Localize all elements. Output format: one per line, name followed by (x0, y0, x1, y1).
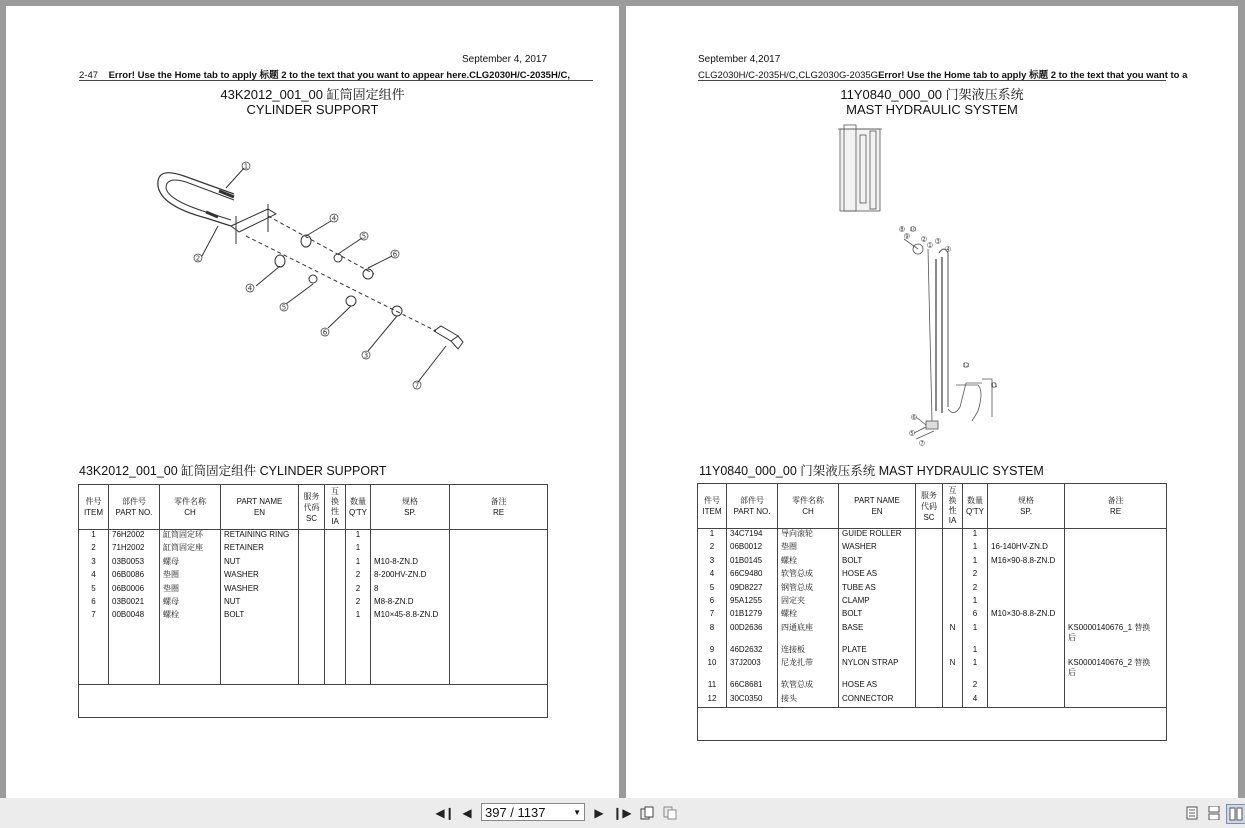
cell-part-no: 30C0350 (727, 694, 778, 707)
error-text: Error! Use the Home tab to apply (878, 70, 1027, 81)
callout-text: 1 (928, 243, 932, 249)
callout-text: 3 (363, 351, 369, 360)
cell-sc (299, 530, 325, 544)
header-item: 件号 ITEM (79, 485, 109, 530)
cell-en: NUT (221, 557, 299, 570)
table-row (698, 694, 1167, 707)
left-document-page (6, 6, 619, 798)
model-text: CLG2030H/C-2035H/C,CLG2030G-2035G (698, 70, 879, 81)
table-row (698, 596, 1167, 609)
cell-sc (299, 557, 325, 570)
cell-re: KS0000140676_1 替换 后 (1065, 623, 1167, 645)
cell-qty: 1 (346, 543, 371, 556)
header-en: PART NAME EN (221, 485, 299, 530)
cell-ch: 接头 (778, 694, 839, 707)
callout (413, 381, 421, 390)
callout-text: 1 (243, 162, 249, 171)
callout (899, 226, 904, 233)
cell-part-no: 06B0086 (109, 570, 160, 583)
cell-en: TUBE AS (839, 583, 916, 596)
table-row (79, 597, 548, 610)
table-row (79, 584, 548, 597)
cell-item: 3 (79, 557, 109, 570)
cell-ch: 垫圈 (778, 542, 839, 555)
cell-ch: 连接板 (778, 645, 839, 658)
callout (910, 226, 916, 233)
cell-sc (916, 658, 943, 680)
cell-ia (943, 542, 963, 555)
table-footer-row (79, 684, 548, 717)
cell-re (1065, 529, 1167, 543)
continuous-page-icon[interactable] (1205, 804, 1223, 822)
cell-ia (943, 645, 963, 658)
parts-table (697, 483, 1167, 741)
cell-qty: 1 (963, 596, 988, 609)
cell-en: RETAINER (221, 543, 299, 556)
cell-part-no: 01B1279 (727, 609, 778, 622)
cell-qty: 4 (963, 694, 988, 707)
cell-qty: 2 (963, 680, 988, 693)
cell-ia (325, 597, 346, 610)
callout (991, 382, 997, 389)
cell-qty: 1 (346, 530, 371, 544)
table-footer-row (698, 707, 1167, 740)
table-header-row (698, 484, 1167, 529)
cell-ch: 导向滚轮 (778, 529, 839, 543)
error-tail: 标题 2 to the text that you want to a (1029, 70, 1188, 81)
cell-qty: 1 (963, 623, 988, 645)
cell-en: WASHER (221, 570, 299, 583)
callout (921, 236, 926, 243)
cell-en: WASHER (221, 584, 299, 597)
table-caption: 43K2012_001_00 缸筒固定组件 CYLINDER SUPPORT (79, 464, 387, 478)
cell-part-no: 06B0006 (109, 584, 160, 597)
cell-item: 11 (698, 680, 727, 693)
cell-ch: 螺母 (160, 557, 221, 570)
section-title-en: CYLINDER SUPPORT (246, 102, 379, 117)
cell-en: GUIDE ROLLER (839, 529, 916, 543)
cell-ch: 软管总成 (778, 569, 839, 582)
cell-qty: 1 (963, 658, 988, 680)
cell-item: 1 (79, 530, 109, 544)
table-row (79, 557, 548, 570)
error-tail: 标题 2 to the text that you want to appear here.CLG2030H/C-2035H/C, (259, 70, 570, 81)
cell-item: 7 (698, 609, 727, 622)
cell-en: WASHER (839, 542, 916, 555)
callout-text: 3 (936, 239, 940, 245)
right-document-page (626, 6, 1238, 798)
cell-qty: 6 (963, 609, 988, 622)
callout (194, 254, 202, 263)
cell-en: PLATE (839, 645, 916, 658)
cell-ia (325, 584, 346, 597)
header-re: 备注 RE (450, 485, 548, 530)
callout (242, 162, 250, 171)
callout (362, 351, 370, 360)
callout (391, 250, 399, 259)
table-row (698, 658, 1167, 680)
table-row (698, 623, 1167, 645)
page-indicator: 397 / 1137 (485, 805, 546, 820)
cell-sc (299, 570, 325, 583)
cell-qty: 1 (346, 610, 371, 623)
cell-qty: 2 (963, 569, 988, 582)
cell-en: BOLT (221, 610, 299, 623)
callout (330, 214, 338, 223)
cell-part-no: 00B0048 (109, 610, 160, 623)
cell-en: BASE (839, 623, 916, 645)
cell-en: HOSE AS (839, 569, 916, 582)
cell-ch: 软管总成 (778, 680, 839, 693)
cell-ia (943, 569, 963, 582)
callout (909, 430, 914, 437)
header-sp: 规格 SP. (988, 484, 1065, 529)
callout-text: 12 (962, 363, 970, 369)
callout (935, 238, 940, 245)
parts-table (78, 484, 548, 718)
cell-sp: M8-8-ZN.D (371, 597, 450, 610)
cell-sc (916, 680, 943, 693)
table-filler-row (79, 624, 548, 685)
callout (945, 246, 950, 253)
callout-text: 5 (910, 431, 914, 437)
cell-item: 6 (698, 596, 727, 609)
cell-ch: 螺栓 (160, 610, 221, 623)
table-row (79, 543, 548, 556)
cell-qty: 2 (346, 584, 371, 597)
cell-item: 8 (698, 623, 727, 645)
callout-text: 2 (922, 237, 926, 243)
callout-text: 5 (361, 232, 367, 241)
cell-item: 1 (698, 529, 727, 543)
dropdown-arrow-icon[interactable]: ▼ (573, 808, 581, 817)
cylinder-support-drawing (6, 146, 619, 446)
callout (904, 233, 909, 240)
callout-text: 2 (195, 254, 201, 263)
cell-ia (325, 557, 346, 570)
table-header-row (79, 485, 548, 530)
table-row (79, 530, 548, 544)
header-rule (698, 80, 1166, 81)
cell-sp: M10×30-8.8-ZN.D (988, 609, 1065, 622)
cell-ch: 垫圈 (160, 584, 221, 597)
cell-ia: N (943, 623, 963, 645)
table-caption: 11Y0840_000_00 门架液压系统 MAST HYDRAULIC SYSTEM (699, 464, 1044, 478)
cell-re: KS0000140676_2 替换 后 (1065, 658, 1167, 680)
single-page-icon[interactable] (1183, 804, 1201, 822)
cell-ia (943, 556, 963, 569)
cell-ia (325, 543, 346, 556)
cell-ia (325, 530, 346, 544)
header-sp: 规格 SP. (371, 485, 450, 530)
cell-en: CLAMP (839, 596, 916, 609)
header-ch: 零件名称 CH (778, 484, 839, 529)
cell-ch: 钢管总成 (778, 583, 839, 596)
cell-part-no: 66C8681 (727, 680, 778, 693)
cell-ch: 螺母 (160, 597, 221, 610)
cell-ia (943, 596, 963, 609)
section-title-en: MAST HYDRAULIC SYSTEM (846, 102, 1018, 117)
header-en: PART NAME EN (839, 484, 916, 529)
header-part-no: 部件号 PART NO. (727, 484, 778, 529)
cell-re (1065, 680, 1167, 693)
cell-en: BOLT (839, 556, 916, 569)
callout-text: 8 (900, 227, 904, 233)
cell-sp (371, 543, 450, 556)
table-row (79, 610, 548, 623)
callout (280, 303, 288, 312)
cell-part-no: 37J2003 (727, 658, 778, 680)
callout (963, 362, 969, 369)
cell-ch: 缸筒固定环 (160, 530, 221, 544)
cell-en: CONNECTOR (839, 694, 916, 707)
callout (927, 242, 932, 249)
cell-ch: 缸筒固定座 (160, 543, 221, 556)
cell-part-no: 03B0021 (109, 597, 160, 610)
cell-en: BOLT (839, 609, 916, 622)
cell-item: 6 (79, 597, 109, 610)
header-ia: 互 换 性 IA (325, 485, 346, 530)
section-title-code: 43K2012_001_00 缸筒固定组件 (220, 87, 405, 102)
callout-text: 4 (247, 284, 253, 293)
cell-part-no: 00D2636 (727, 623, 778, 645)
cell-item: 9 (698, 645, 727, 658)
table-row (698, 583, 1167, 596)
cell-sp (988, 645, 1065, 658)
callout-text: 10 (909, 227, 917, 233)
header-ch: 零件名称 CH (160, 485, 221, 530)
cell-part-no: 34C7194 (727, 529, 778, 543)
cell-ia (943, 583, 963, 596)
header-ia: 互 换 性 IA (943, 484, 963, 529)
table-row (698, 542, 1167, 555)
two-page-icon[interactable] (1226, 804, 1245, 824)
viewer-toolbar (0, 798, 1245, 828)
cell-re (450, 584, 548, 597)
cell-ia: N (943, 658, 963, 680)
page-number-input[interactable] (481, 803, 585, 821)
table-row (698, 569, 1167, 582)
cell-item: 2 (79, 543, 109, 556)
table-row (698, 680, 1167, 693)
cell-en: NYLON STRAP (839, 658, 916, 680)
cell-sc (916, 609, 943, 622)
callout-text: 7 (920, 441, 924, 447)
cell-re (1065, 645, 1167, 658)
callout-text: 4 (331, 214, 337, 223)
page-date: September 4, 2017 (462, 54, 548, 65)
cell-part-no: 09D8227 (727, 583, 778, 596)
page-header-line (698, 67, 1210, 81)
cell-sp: 8-200HV-ZN.D (371, 570, 450, 583)
cell-sp (988, 529, 1065, 543)
callout (360, 232, 368, 241)
cell-sp: 8 (371, 584, 450, 597)
page-date: September 4,2017 (698, 54, 781, 65)
cell-ia (943, 529, 963, 543)
cell-sc (299, 610, 325, 623)
header-qty: 数量 Q'TY (963, 484, 988, 529)
callout (321, 328, 329, 337)
callout-text: 6 (392, 250, 398, 259)
cell-sc (916, 556, 943, 569)
header-qty: 数量 Q'TY (346, 485, 371, 530)
cell-item: 5 (698, 583, 727, 596)
cell-qty: 1 (963, 542, 988, 555)
cell-re (1065, 596, 1167, 609)
view-icon[interactable] (661, 804, 679, 822)
cell-re (1065, 556, 1167, 569)
cell-ia (325, 610, 346, 623)
cell-ch: 垫圈 (160, 570, 221, 583)
cell-ch: 螺栓 (778, 556, 839, 569)
callout (919, 440, 924, 447)
cell-sp: 16-140HV-ZN.D (988, 542, 1065, 555)
cell-part-no: 95A1255 (727, 596, 778, 609)
cell-sc (916, 529, 943, 543)
callout-text: 11 (990, 383, 998, 389)
cell-part-no: 76H2002 (109, 530, 160, 544)
cell-ch: 螺栓 (778, 609, 839, 622)
cell-part-no: 06B0012 (727, 542, 778, 555)
table-row (698, 645, 1167, 658)
table-row (698, 609, 1167, 622)
cell-ia (943, 609, 963, 622)
cell-re (450, 597, 548, 610)
cell-qty: 1 (963, 556, 988, 569)
cell-qty: 2 (346, 597, 371, 610)
cell-sp (988, 569, 1065, 582)
callout-text: 7 (414, 381, 420, 390)
cell-item: 10 (698, 658, 727, 680)
cell-item: 12 (698, 694, 727, 707)
cell-sp: M16×90-8.8-ZN.D (988, 556, 1065, 569)
cell-sp: M10-8-ZN.D (371, 557, 450, 570)
last-page-icon[interactable]: ❙▶ (612, 806, 632, 820)
section-title-code: 11Y0840_000_00 门架液压系统 (840, 87, 1024, 102)
header-re: 备注 RE (1065, 484, 1167, 529)
cell-qty: 2 (346, 570, 371, 583)
cell-sc (299, 584, 325, 597)
cell-sp (988, 694, 1065, 707)
callout-text: 4 (946, 247, 950, 253)
header-rule (79, 80, 593, 81)
cell-re (450, 570, 548, 583)
cell-re (1065, 609, 1167, 622)
cell-sp (988, 583, 1065, 596)
cell-item: 3 (698, 556, 727, 569)
cell-ch: 尼龙扎带 (778, 658, 839, 680)
cell-sp (988, 623, 1065, 645)
next-page-icon[interactable]: ▶ (594, 806, 604, 820)
page-header-line (79, 67, 570, 81)
prev-page-icon[interactable]: ◀ (462, 806, 472, 820)
cell-re (1065, 569, 1167, 582)
cell-ch: 四通底座 (778, 623, 839, 645)
header-part-no: 部件号 PART NO. (109, 485, 160, 530)
header-item: 件号 ITEM (698, 484, 727, 529)
cell-re (1065, 542, 1167, 555)
cell-en: HOSE AS (839, 680, 916, 693)
cell-sc (299, 597, 325, 610)
cell-part-no: 46D2632 (727, 645, 778, 658)
callout (911, 414, 916, 421)
cell-sc (916, 583, 943, 596)
page-ref: 2-47 (79, 70, 99, 81)
cell-item: 2 (698, 542, 727, 555)
cell-qty: 1 (963, 529, 988, 543)
cell-part-no: 66C9480 (727, 569, 778, 582)
cell-ia (943, 680, 963, 693)
table-row (79, 570, 548, 583)
mast-hydraulic-drawing (626, 121, 1238, 461)
error-text: Error! Use the Home tab to apply (108, 70, 257, 81)
cell-sp (371, 530, 450, 544)
header-sc: 服务 代码 SC (916, 484, 943, 529)
cell-en: RETAINING RING (221, 530, 299, 544)
cell-re (450, 543, 548, 556)
cell-ia (325, 570, 346, 583)
callout-text: 6 (322, 328, 328, 337)
cell-sc (916, 694, 943, 707)
cell-re (450, 530, 548, 544)
cell-ia (943, 694, 963, 707)
table-row (698, 529, 1167, 543)
callout-text: 6 (912, 415, 916, 421)
cell-part-no: 03B0053 (109, 557, 160, 570)
rotate-icon[interactable] (638, 804, 656, 822)
callout (246, 284, 254, 293)
cell-sc (916, 569, 943, 582)
cell-qty: 1 (346, 557, 371, 570)
cell-sc (299, 543, 325, 556)
cell-part-no: 71H2002 (109, 543, 160, 556)
cell-qty: 1 (963, 645, 988, 658)
cell-sp (988, 658, 1065, 680)
cell-sc (916, 542, 943, 555)
cell-re (1065, 583, 1167, 596)
cell-sc (916, 623, 943, 645)
cell-sp: M10×45-8.8-ZN.D (371, 610, 450, 623)
first-page-icon[interactable]: ◀❙ (435, 806, 455, 820)
cell-item: 4 (79, 570, 109, 583)
callout-text: 5 (281, 303, 287, 312)
cell-item: 7 (79, 610, 109, 623)
cell-item: 5 (79, 584, 109, 597)
cell-re (1065, 694, 1167, 707)
cell-sp (988, 596, 1065, 609)
cell-en: NUT (221, 597, 299, 610)
cell-part-no: 01B0145 (727, 556, 778, 569)
cell-ch: 固定夹 (778, 596, 839, 609)
header-sc: 服务 代码 SC (299, 485, 325, 530)
cell-re (450, 610, 548, 623)
callout-text: 9 (905, 234, 909, 240)
cell-sp (988, 680, 1065, 693)
cell-item: 4 (698, 569, 727, 582)
cell-re (450, 557, 548, 570)
table-row (698, 556, 1167, 569)
cell-sc (916, 596, 943, 609)
cell-qty: 2 (963, 583, 988, 596)
cell-sc (916, 645, 943, 658)
